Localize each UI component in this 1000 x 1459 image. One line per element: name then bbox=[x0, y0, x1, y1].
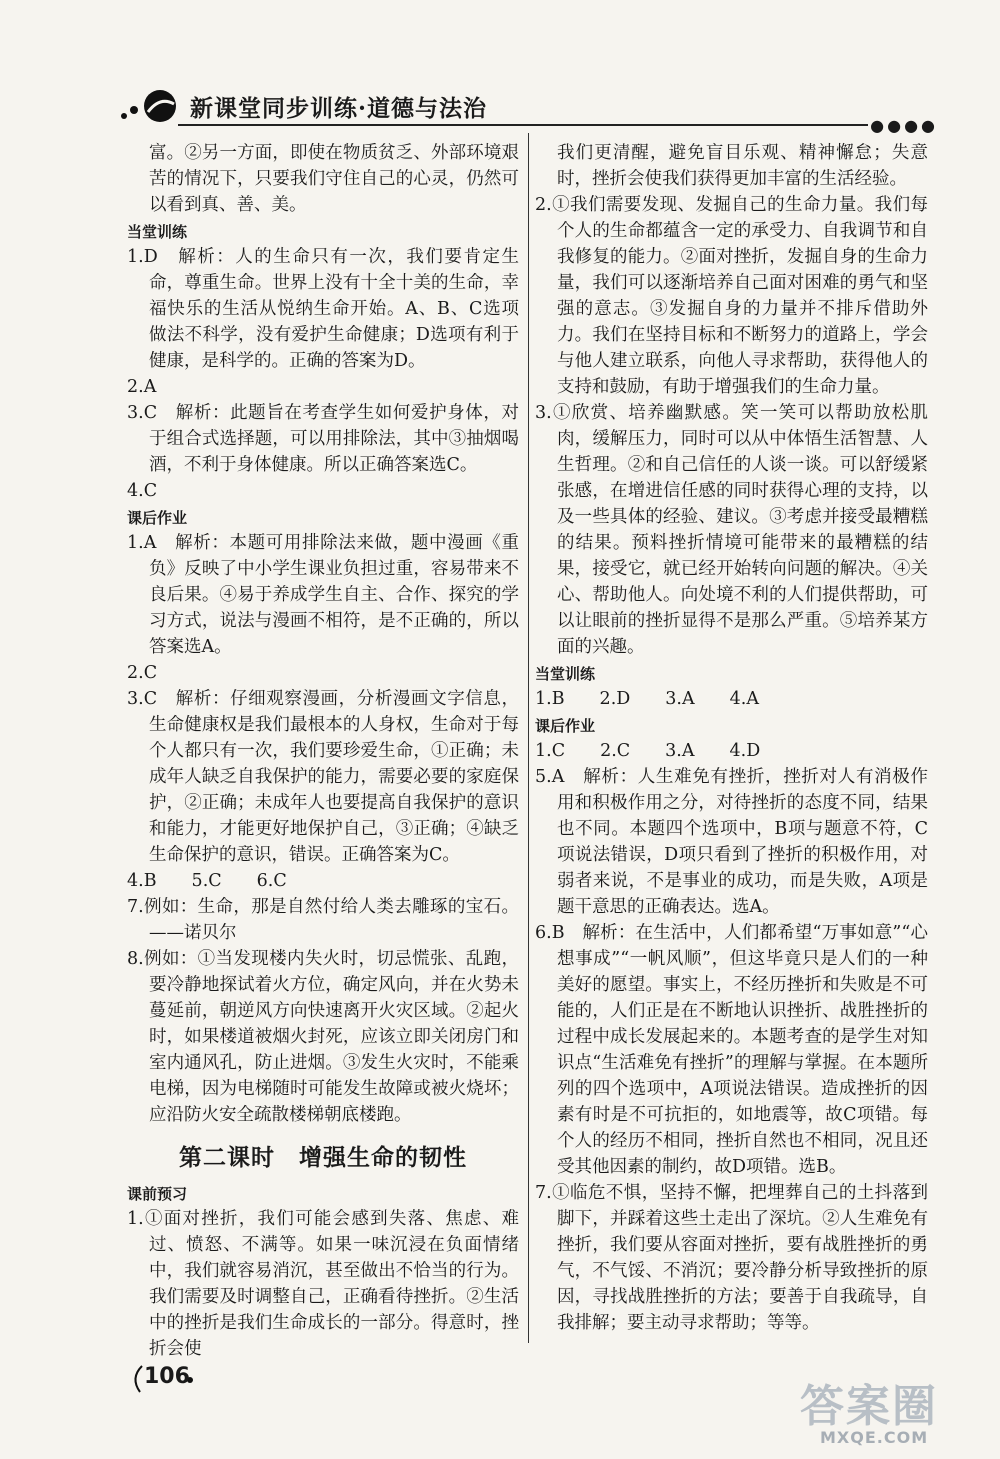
answer-item: 4.C bbox=[127, 481, 158, 501]
section-heading: 当堂训练 bbox=[127, 223, 188, 241]
answer-item: 3.C 解析：此题旨在考查学生如何爱护身体，对于组合式选择题，可以用排除法，其中③抽烟喝酒，不利于身体健康。所以正确答案选C。 bbox=[127, 403, 519, 475]
header-dots: ●●●● bbox=[870, 116, 938, 135]
answer-item: 2.A bbox=[127, 377, 157, 397]
section-heading: 课后作业 bbox=[535, 717, 596, 735]
answer-line: 1.B 2.D 3.A 4.A bbox=[535, 689, 759, 709]
section-heading: 课前预习 bbox=[127, 1185, 188, 1203]
left-column bbox=[127, 140, 519, 1362]
answer-item: 2.①我们需要发现、发掘自己的生命力量。我们每个人的生命都蕴含一定的承受力、自我调节和自我修复的能力。②面对挫折，发掘自身的生命力量，我们可以逐渐培养自己面对困难的勇气和坚强的意志。③发掘自身的力量并不排斥借助外力。我们在坚持目标和不断努力的道路上，学会与他人建立联系，向他人寻求帮助，获得他人的支持和鼓励，有助于增强我们的生命力量。 bbox=[535, 195, 928, 397]
answer-item: 7.例如：生命，那是自然付给人类去雕琢的宝石。——诺贝尔 bbox=[127, 897, 519, 943]
intro-text: 富。②另一方面，即使在物质贫乏、外部环境艰苦的情况下，只要我们守住自己的心灵，仍然可以看到真、善、美。 bbox=[149, 143, 519, 215]
lesson-title: 第二课时 增强生命的韧性 bbox=[179, 1145, 467, 1171]
answer-item: 7.①临危不惧，坚持不懈，把埋葬自己的土抖落到脚下，并踩着这些土走出了深坑。②人生难免有挫折，我们要从容面对挫折，要有战胜挫折的勇气，不气馁、不消沉；要冷静分析导致挫折的原因，寻找战胜挫折的方法；要善于自我疏导，自我排解；要主动寻求帮助；等等。 bbox=[535, 1183, 928, 1333]
answer-line: 1.C 2.C 3.A 4.D bbox=[535, 741, 761, 761]
answer-item: 3.①欣赏、培养幽默感。笑一笑可以帮助放松肌肉，缓解压力，同时可以从中体悟生活智慧、人生哲理。②和自己信任的人谈一谈。可以舒缓紧张感，在增进信任感的同时获得心理的支持，以及一些具体的经验、建议。③考虑并接受最糟糕的结果。预料挫折情境可能带来的最糟糕的结果，接受它，就已经开始转向问题的解决。④关心、帮助他人。向处境不利的人们提供帮助，可以让眼前的挫折显得不是那么严重。⑤培养某方面的兴趣。 bbox=[535, 403, 928, 657]
book-logo-icon bbox=[118, 86, 188, 126]
answer-item: 4.B 5.C 6.C bbox=[127, 871, 287, 891]
answer-item: 1.A 解析：本题可用排除法来做，题中漫画《重负》反映了中小学生课业负担过重，容易带来不良后果。④易于养成学生自主、合作、探究的学习方式，说法与漫画不相符，是不正确的，所以答案选A。 bbox=[127, 533, 519, 657]
watermark-text: 答案圈 bbox=[800, 1381, 938, 1432]
header-rule bbox=[178, 124, 868, 126]
page-number bbox=[128, 1358, 198, 1398]
watermark bbox=[780, 1370, 990, 1454]
page-number-text: 106 bbox=[144, 1364, 190, 1389]
page-header bbox=[118, 86, 938, 135]
answer-item: 6.B 解析：在生活中，人们都希望“万事如意”“心想事成”“一帆风顺”，但这毕竟只是人们的一种美好的愿望。事实上，不经历挫折和失败是不可能的，人们正是在不断地认识挫折、战胜挫折的过程中成长发展起来的。本题考查的是学生对知识点“生活难免有挫折”的理解与掌握。在本题所列的四个选项中，A项说法错误。造成挫折的因素有时是不可抗拒的，如地震等，故C项错。每个人的经历不相同，挫折自然也不相同，况且还受其他因素的制约，故D项错。选B。 bbox=[535, 923, 928, 1177]
section-heading: 课后作业 bbox=[127, 509, 188, 527]
answer-item: 3.C 解析：仔细观察漫画，分析漫画文字信息，生命健康权是我们最根本的人身权，生命对于每个人都只有一次，我们要珍爱生命，①正确；未成年人缺乏自我保护的能力，需要必要的家庭保护，②正确；未成年人也要提高自我保护的意识和能力，才能更好地保护自己，③正确；④缺乏生命保护的意识，错误。正确答案为C。 bbox=[127, 689, 519, 865]
answer-item: 1.D 解析：人的生命只有一次，我们要肯定生命，尊重生命。世界上没有十全十美的生命，幸福快乐的生活从悦纳生命开始。A、B、C选项做法不科学，没有爱护生命健康；D选项有利于健康，是科学的。正确的答案为D。 bbox=[127, 247, 519, 371]
header-title: 新课堂同步训练·道德与法治 bbox=[190, 95, 488, 122]
watermark-url: MXQE.COM bbox=[820, 1428, 929, 1447]
column-divider bbox=[528, 133, 529, 1343]
right-column bbox=[535, 140, 928, 1336]
answer-item: 8.例如：①当发现楼内失火时，切忌慌张、乱跑，要冷静地探试着火方位，确定风向，并在火势未蔓延前，朝逆风方向快速离开火灾区域。②起火时，如果楼道被烟火封死，应该立即关闭房门和室内通风孔，防止进烟。③发生火灾时，不能乘电梯，因为电梯随时可能发生故障或被火烧坏；应沿防火安全疏散楼梯朝底楼跑。 bbox=[127, 949, 519, 1125]
section-heading: 当堂训练 bbox=[535, 665, 596, 683]
answer-item: 1.①面对挫折，我们可能会感到失落、焦虑、难过、愤怒、不满等。如果一味沉浸在负面情绪中，我们就容易消沉，甚至做出不恰当的行为。我们需要及时调整自己，正确看待挫折。②生活中的挫折是我们生命成长的一部分。得意时，挫折会使 bbox=[127, 1209, 519, 1359]
answer-item: 5.A 解析：人生难免有挫折，挫折对人有消极作用和积极作用之分，对待挫折的态度不同，结果也不同。本题四个选项中，B项与题意不符，C项说法错误，D项只看到了挫折的积极作用，对弱者来说，不是事业的成功，而是失败，A项是题干意思的正确表达。选A。 bbox=[535, 767, 928, 917]
answer-item: 2.C bbox=[127, 663, 158, 683]
intro-text: 我们更清醒，避免盲目乐观、精神懈怠；失意时，挫折会使我们获得更加丰富的生活经验。 bbox=[557, 143, 928, 189]
